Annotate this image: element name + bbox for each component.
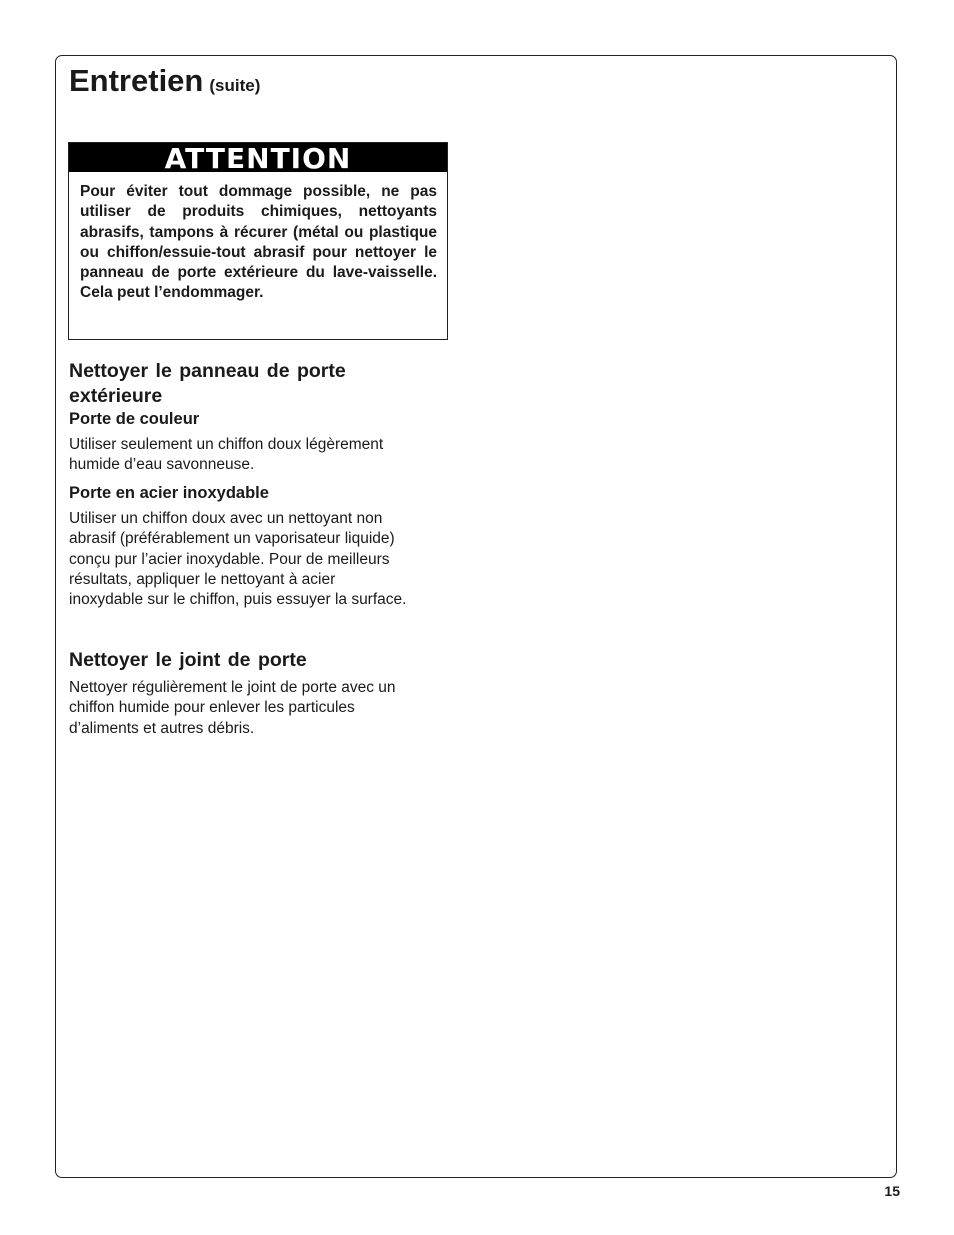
attention-box xyxy=(68,142,448,340)
attention-text: Pour éviter tout dommage possible, ne pas utiliser de produits chimiques, nettoyants abrasifs, tampons à récurer (métal ou plastique ou chiffon/essuie-tout abrasif pour nettoyer le panneau de porte extérieure du lave-vaisselle. Cela peut l’endommager. xyxy=(80,183,437,302)
door-panel-heading-line1: Nettoyer le panneau de porte xyxy=(69,360,346,382)
colour-door-text-line2: humide d’eau savonneuse. xyxy=(69,456,255,474)
door-seal-text xyxy=(69,678,449,739)
door-seal-heading: Nettoyer le joint de porte xyxy=(69,649,307,671)
door-seal-text-line1: Nettoyer régulièrement le joint de porte avec un xyxy=(69,679,396,696)
colour-door-text-line1: Utiliser seulement un chiffon doux légèrement xyxy=(69,436,384,453)
attention-header: ATTENTION xyxy=(69,143,447,172)
stainless-door-subheading: Porte en acier inoxydable xyxy=(69,484,269,502)
page-title-suffix: (suite) xyxy=(209,76,261,95)
door-panel-heading xyxy=(69,359,346,408)
page-number: 15 xyxy=(884,1183,900,1199)
door-seal-text-line2: chiffon humide pour enlever les particules xyxy=(69,699,355,717)
stainless-door-text-line3: conçu pur l’acier inoxydable. Pour de meilleurs xyxy=(69,550,390,568)
stainless-door-text xyxy=(69,509,449,610)
door-panel-heading-line2: extérieure xyxy=(69,384,163,407)
stainless-door-text-line5: inoxydable sur le chiffon, puis essuyer la surface. xyxy=(69,591,407,609)
colour-door-text xyxy=(69,435,449,476)
page-title-text: Entretien xyxy=(69,63,204,98)
colour-door-subheading: Porte de couleur xyxy=(69,410,200,428)
stainless-door-text-line4: résultats, appliquer le nettoyant à acier xyxy=(69,570,336,588)
door-seal-text-line3: d’aliments et autres débris. xyxy=(69,719,255,737)
page-title xyxy=(69,61,260,106)
stainless-door-text-line1: Utiliser un chiffon doux avec un nettoyant non xyxy=(69,510,383,527)
stainless-door-text-line2: abrasif (préférablement un vaporisateur liquide) xyxy=(69,530,395,548)
